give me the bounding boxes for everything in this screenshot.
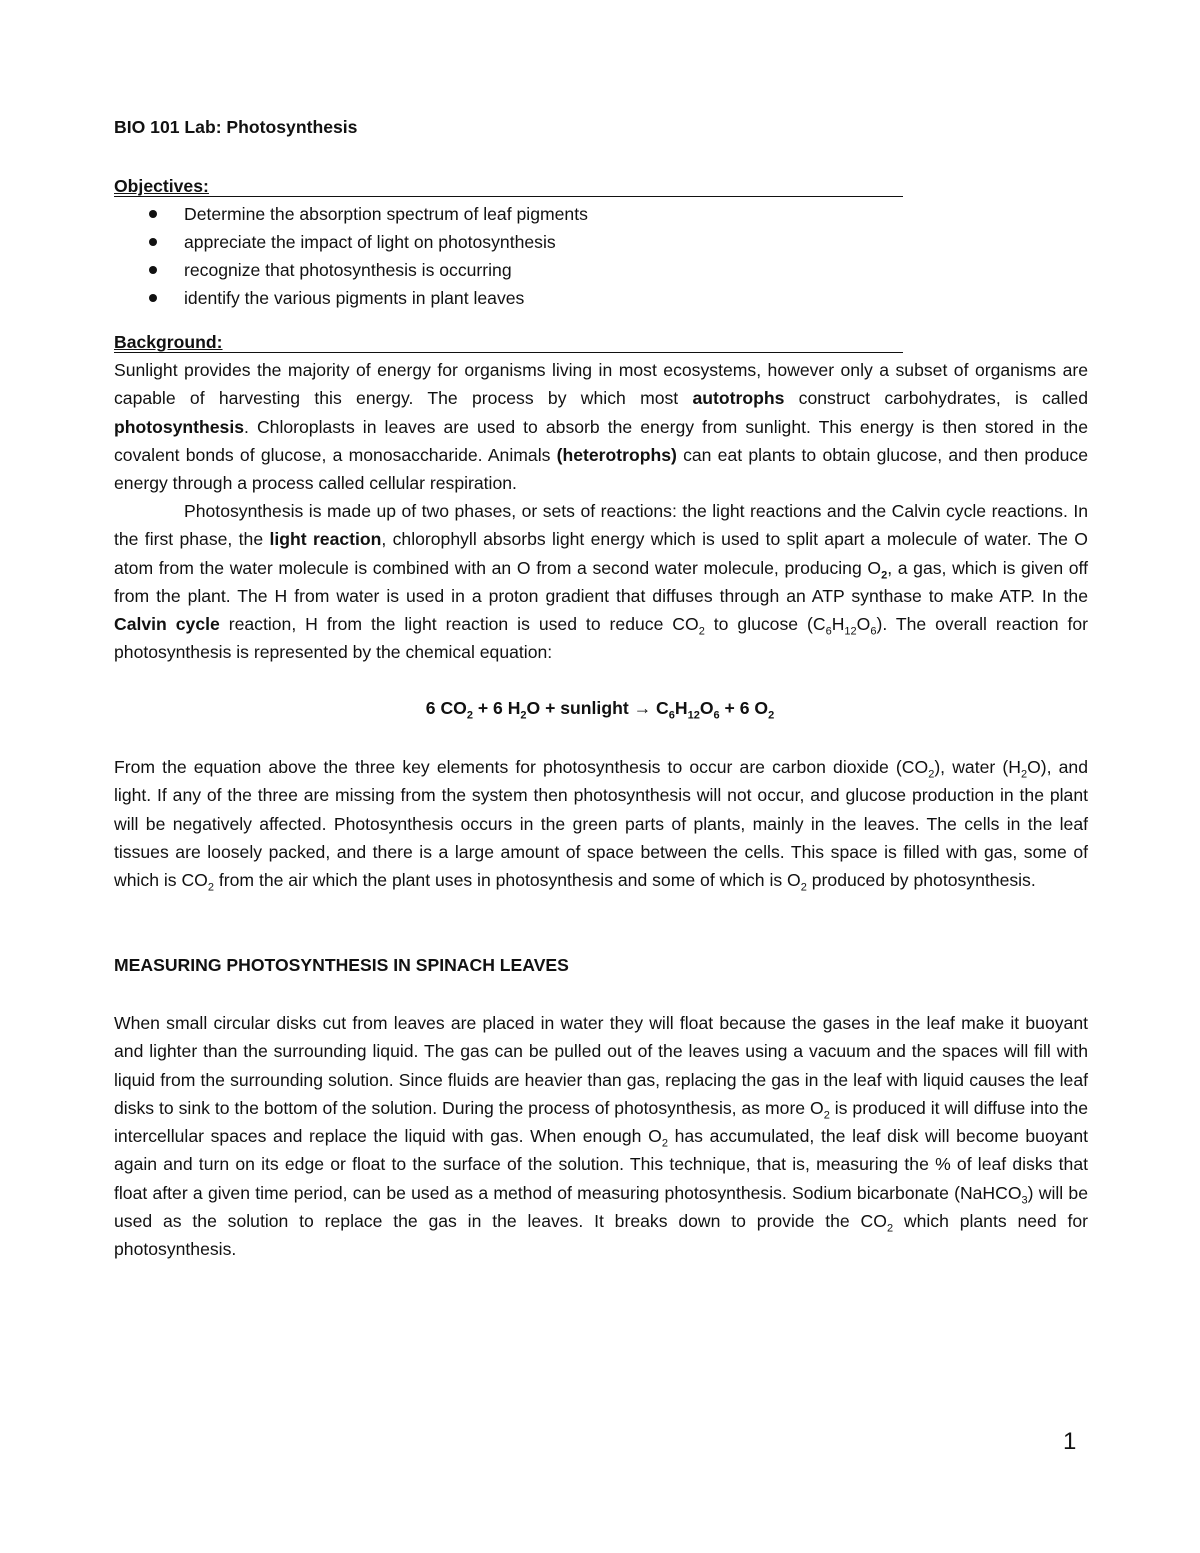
subscript: 12 (844, 625, 857, 638)
page-number: 1 (1063, 1428, 1077, 1455)
objectives-list (114, 200, 588, 312)
subscript: 2 (881, 569, 888, 582)
background-paragraph-2 (114, 497, 1088, 667)
subscript: 2 (466, 709, 473, 722)
subscript: 6 (825, 625, 832, 638)
background-heading-text: Background: (114, 332, 223, 352)
document-title: BIO 101 Lab: Photosynthesis (114, 117, 358, 137)
eq-part: C (651, 698, 669, 718)
text-run: from the air which the plant uses in photosynthesis and some of which is O (213, 870, 801, 891)
text-run: Sunlight provides the majority of energy for organisms living in most ecosystems, however only a subset of organisms are capable of harvesting this energy. The process by which most (114, 360, 1088, 409)
text-run: reaction, H from the light reaction is used to reduce CO (219, 614, 699, 635)
text-run: H (831, 614, 845, 635)
subscript: 2 (207, 881, 214, 894)
text-run: O), and light. If any of the three are missing from the system then photosynthesis will not occur, and glucose production in the plant will be negatively affected. Photosynthesis occurs in the green parts of plants, mainly in the leaves. The cells in the leaf tissues are loosely packed, and there is a large amount of space between the cells. This space is filled with gas, some of which is CO (114, 757, 1088, 891)
objectives-heading-text: Objectives: (114, 176, 209, 196)
text-run: Photosynthesis is made up of two phases, or sets of reactions: the light reactions and the Calvin cycle reactions. In the first phase, the (114, 501, 1088, 550)
subscript: 6 (713, 709, 720, 722)
objective-item: Determine the absorption spectrum of leaf pigments (114, 200, 588, 228)
bold-term: light reaction (269, 529, 382, 550)
measuring-paragraph (114, 1009, 1088, 1264)
text-run: ) will be used as the solution to replace the gas in the leaves. It breaks down to provide the CO (114, 1182, 1088, 1232)
subscript: 2 (520, 709, 527, 722)
subscript: 2 (823, 1109, 830, 1122)
eq-part: O (699, 698, 714, 718)
subscript: 6 (668, 709, 675, 722)
subscript: 6 (870, 625, 877, 638)
subscript: 2 (928, 768, 935, 781)
subscript: 12 (687, 709, 700, 722)
text-run: . Chloroplasts in leaves are used to absorb the energy from sunlight. This energy is then stored in the covalent bonds of glucose, a monosaccharide. Animals (114, 416, 1088, 465)
eq-part: 6 CO (425, 698, 467, 718)
measuring-heading: MEASURING PHOTOSYNTHESIS IN SPINACH LEAVES (114, 955, 569, 975)
text-run: , chlorophyll absorbs light energy which is used to split apart a molecule of water. The O atom from the water molecule is combined with an O from a second water molecule, producing O (114, 529, 1088, 578)
text-run: construct carbohydrates, is called (784, 388, 1088, 409)
subscript: 2 (768, 709, 775, 722)
background-heading (114, 332, 903, 353)
bold-term: autotrophs (692, 388, 785, 409)
bold-term: photosynthesis (114, 416, 245, 437)
bold-term: Calvin cycle (114, 614, 220, 635)
chemical-equation (0, 698, 1200, 722)
objectives-heading (114, 176, 903, 197)
subscript: 2 (800, 881, 807, 894)
text-run: which plants need for photosynthesis. (114, 1211, 1088, 1260)
text-run: , a gas, which is given off from the plant. The H from water is used in a proton gradient that diffuses through an ATP synthase to make ATP. In the (114, 557, 1089, 606)
text-run: is produced it will diffuse into the intercellular spaces and replace the liquid with gas. When enough O (114, 1097, 1089, 1147)
text-run: When small circular disks cut from leaves are placed in water they will float because the gases in the leaf make it buoyant and lighter than the surrounding liquid. The gas can be pulled out of the leaves using a vacuum and the spaces will fill with liquid from the surrounding solution. Since fluids are heavier than gas, replacing the gas in the leaf with liquid causes the leaf disks to sink to the bottom of the solution. During the process of photosynthesis, as more O (114, 1013, 1088, 1118)
text-run: ). The overall reaction for photosynthesis is represented by the chemical equation: (114, 614, 1089, 663)
eq-part: H (674, 698, 688, 718)
objective-item: recognize that photosynthesis is occurring (114, 256, 588, 284)
subscript: 2 (886, 1222, 894, 1235)
equation-explanation-paragraph (114, 753, 1088, 894)
text-run: produced by photosynthesis. (806, 870, 1036, 891)
text-run: From the equation above the three key elements for photosynthesis to occur are carbon dioxide (CO (114, 757, 929, 777)
subscript: 2 (1020, 768, 1028, 781)
arrow-right-icon: → (633, 698, 652, 718)
subscript: 2 (661, 1137, 668, 1150)
eq-part: O + sunlight (526, 698, 634, 718)
text-run: O (856, 614, 871, 635)
text-run: has accumulated, the leaf disk will become buoyant again and turn on its edge or float to the surface of the solution. This technique, that is, measuring the % of leaf disks that float after a given time period, can be used as a method of measuring photosynthesis. Sodium bicarbonate (NaHCO (114, 1126, 1088, 1203)
text-run: ), water (H (934, 757, 1021, 777)
bold-term: (heterotrophs) (556, 444, 677, 465)
background-paragraph-1 (114, 356, 1088, 497)
text-run: to glucose (C (704, 614, 826, 635)
subscript: 2 (698, 625, 705, 638)
text-run: can eat plants to obtain glucose, and then produce energy through a process called cellular respiration. (114, 444, 1088, 494)
eq-part: + 6 O (719, 698, 769, 718)
subscript: 3 (1021, 1194, 1028, 1207)
objective-item: identify the various pigments in plant leaves (114, 284, 588, 312)
objective-item: appreciate the impact of light on photosynthesis (114, 228, 588, 256)
eq-part: + 6 H (472, 698, 521, 718)
